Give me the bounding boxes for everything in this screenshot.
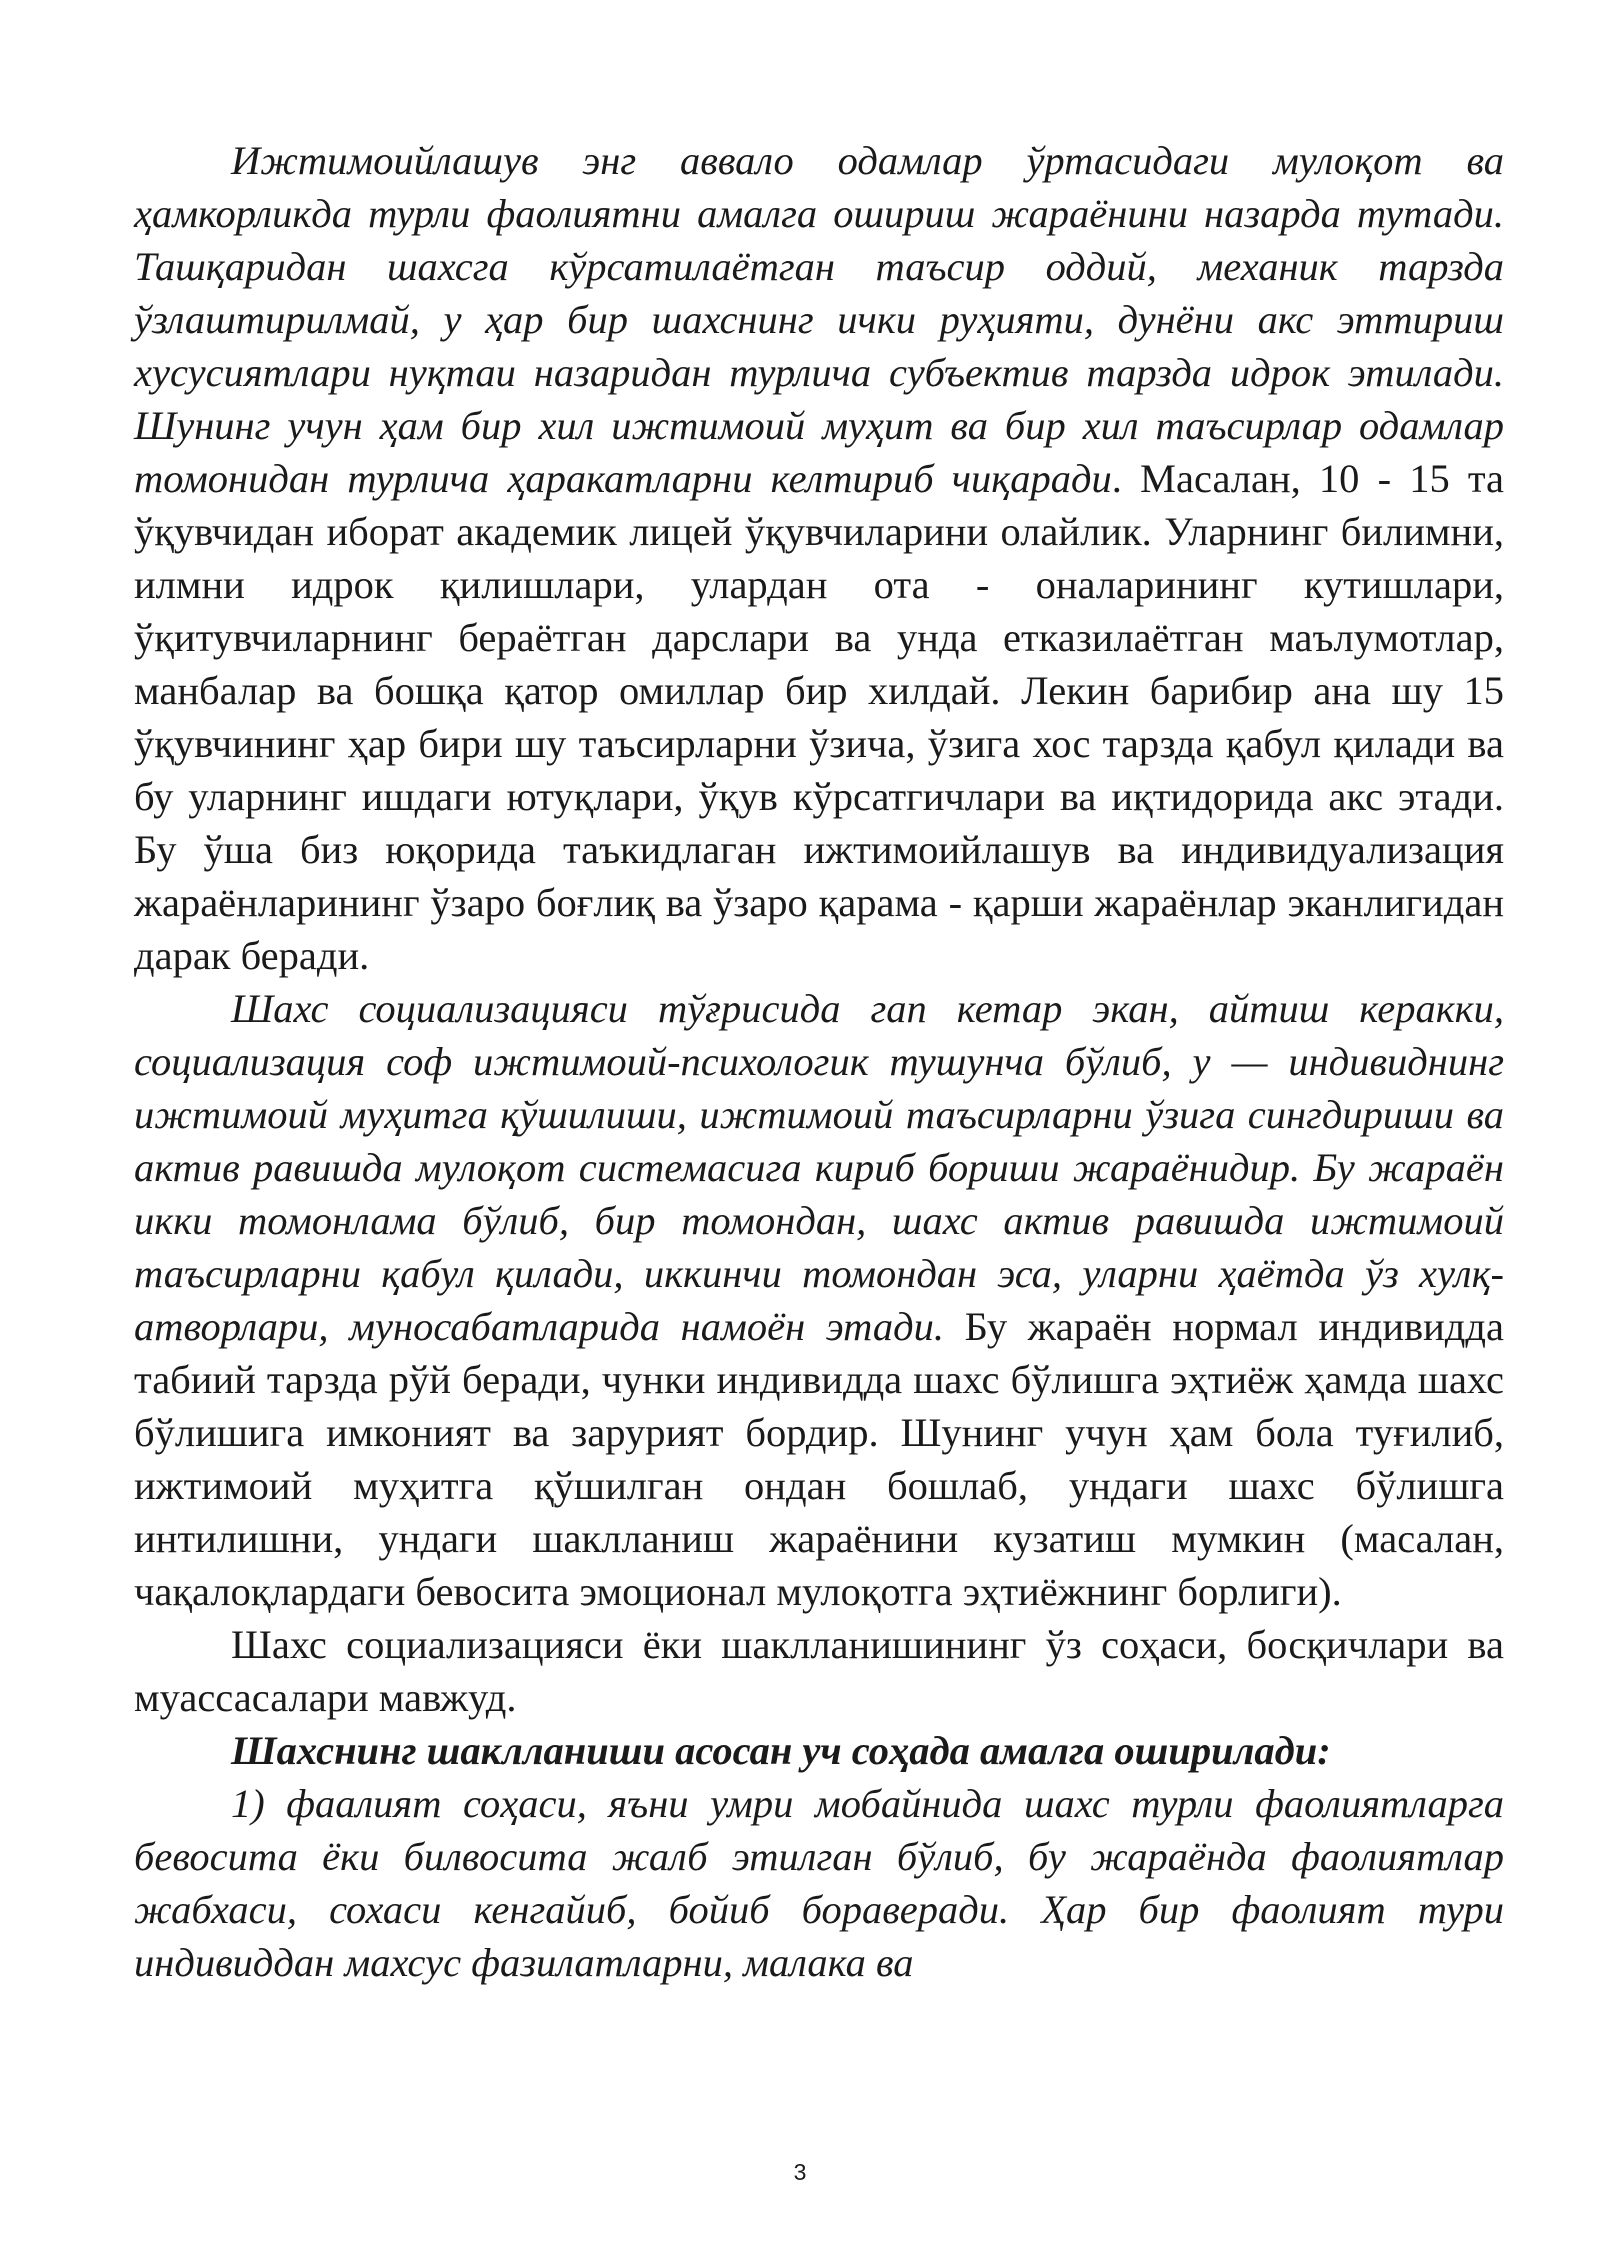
- bold-italic-heading: Шахснинг шаклланиши асосан уч соҳада амалга оширилади:: [231, 1728, 1331, 1773]
- paragraph-socialization-stages: [134, 1618, 1504, 1724]
- page-number: 3: [793, 2159, 807, 2185]
- italic-text: Ижтимоийлашув энг аввало одамлар ўртасидаги мулоқот ва ҳамкорликда турли фаолиятни амалга ошириш жараёнини назарда тутади. Ташқаридан шахсга кўрсатилаётган таъсир оддий, механик тарзда ўзлаштирилмай, у ҳар бир шахснинг ички руҳияти, дунёни акс эттириш хусусиятлари нуқтаи назаридан турлича субъектив тарзда идрок этилади. Шунинг учун ҳам бир хил ижтимоий муҳит ва бир хил таъсирлар одамлар томонидан турлича ҳаракатларни келтириб чиқаради: [134, 138, 1504, 501]
- page-body: [134, 134, 1504, 1989]
- paragraph-socialization-intro: [134, 134, 1504, 982]
- regular-text: . Масалан, 10 - 15 та ўқувчидан иборат академик лицей ўқувчиларини олайлик. Уларнинг билимни, илмни идрок қилишлари, улардан ота - оналарининг кутишлари, ўқитувчиларнинг бераётган дарслари ва унда етказилаётган маълумотлар, манбалар ва бошқа қатор омиллар бир хилдай. Лекин барибир ана шу 15 ўқувчининг ҳар бири шу таъсирларни ўзича, ўзига хос тарзда қабул қилади ва бу уларнинг ишдаги ютуқлари, ўқув кўрсатгичлари ва иқтидорида акс этади. Бу ўша биз юқорида таъкидлаган ижтимоийлашув ва индивидуализация жараёнларининг ўзаро боғлиқ ва ўзаро қарама - қарши жараёнлар эканлигидан дарак беради.: [134, 456, 1504, 978]
- italic-text: Шахс социализацияси тўғрисида гап кетар экан, айтиш керакки, социализация соф ижтимоий-психологик тушунча бўлиб, у — индивиднинг ижтимоий муҳитга қўшилиши, ижтимоий таъсирларни ўзига сингдириши ва актив равишда мулоқот системасига кириб бориши жараёнидир. Бу жараён икки томонлама бўлиб, бир томондан, шахс актив равишда ижтимоий таъсирларни қабул қилади, иккинчи томондан эса, уларни ҳаётда ўз хулқ-атворлари, муносабатларида намоён этади.: [134, 986, 1504, 1349]
- list-item-activity-sphere: [134, 1777, 1504, 1989]
- italic-text: 1) фаалият соҳаси, яъни умри мобайнида шахс турли фаолиятларга бевосита ёки билвосита жалб этилган бўлиб, бу жараёнда фаолиятлар жабхаси, сохаси кенгайиб, бойиб бораверади. Ҳар бир фаолият тури индивиддан махсус фазилатларни, малака ва: [134, 1781, 1504, 1985]
- regular-text: Бу жараён нормал индивидда табиий тарзда рўй беради, чунки индивидда шахс бўлишга эҳтиёж ҳамда шахс бўлишига имконият ва зарурият бордир. Шунинг учун ҳам бола туғилиб, ижтимоий муҳитга қўшилган ондан бошлаб, ундаги шахс бўлишга интилишни, ундаги шаклланиш жараёнини кузатиш мумкин (масалан, чақалоқлардаги бевосита эмоционал мулоқотга эҳтиёжнинг борлиги).: [134, 1304, 1504, 1614]
- regular-text: Шахс социализацияси ёки шаклланишининг ўз соҳаси, босқичлари ва муассасалари мавжуд.: [134, 1622, 1504, 1720]
- section-heading: [134, 1724, 1504, 1777]
- paragraph-socialization-definition: [134, 982, 1504, 1618]
